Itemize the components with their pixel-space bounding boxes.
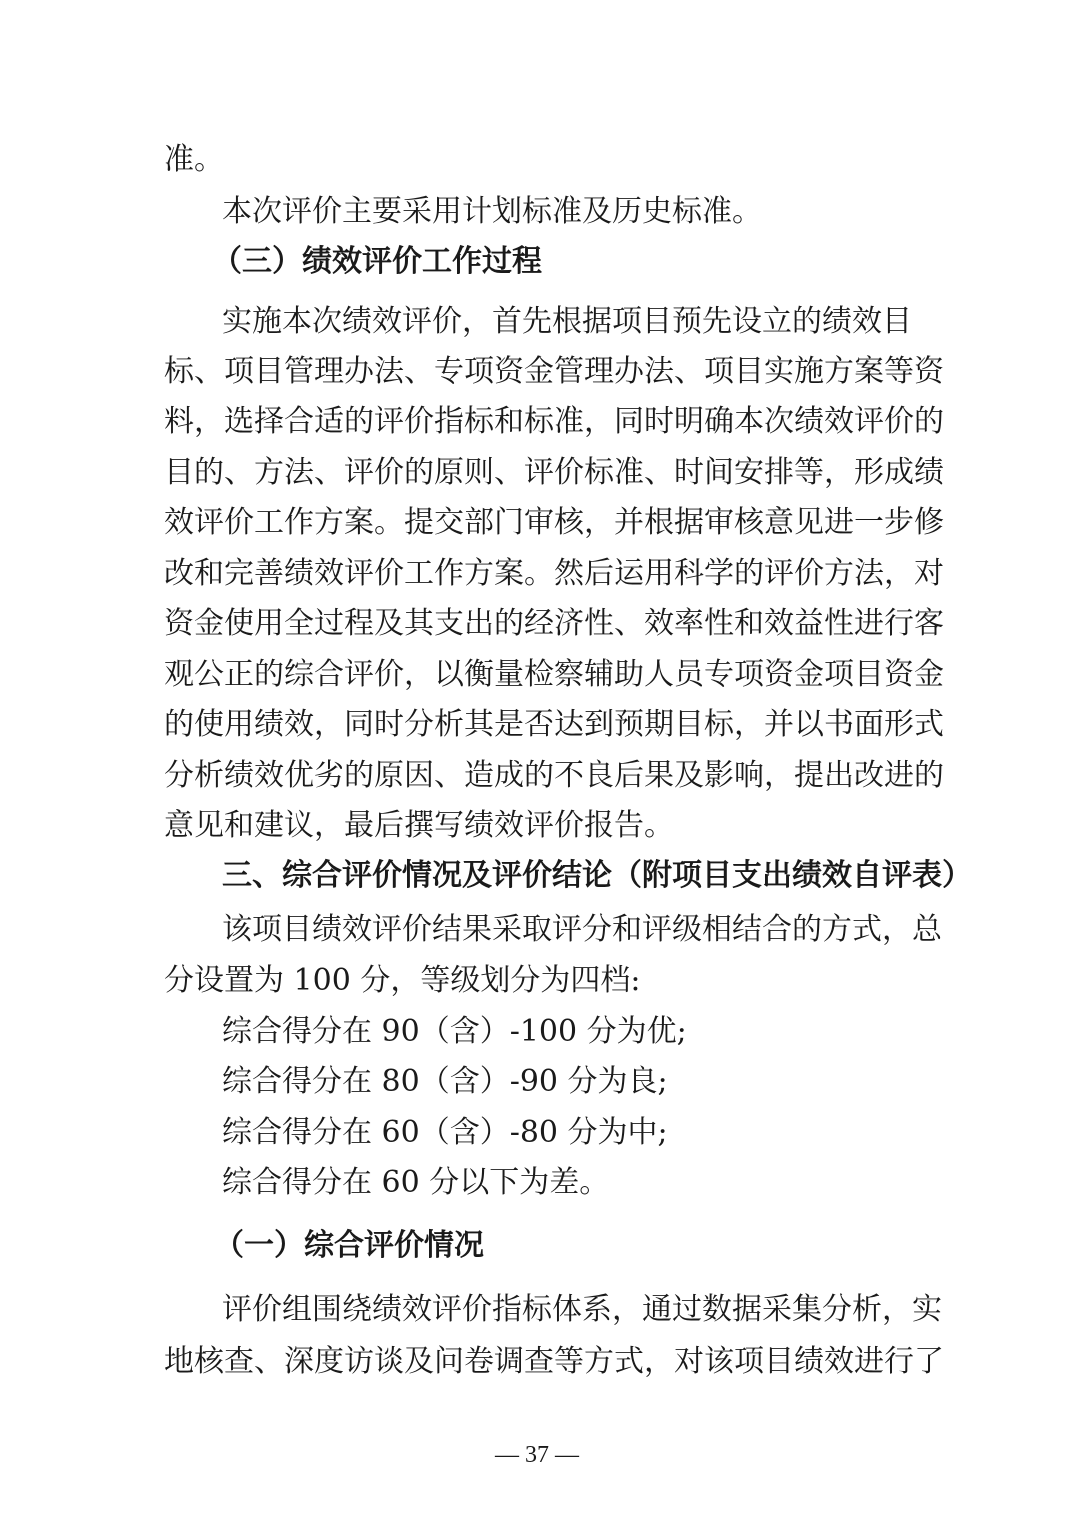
section-heading-conclusion: 三、综合评价情况及评价结论（附项目支出绩效自评表）	[222, 858, 972, 893]
paragraph-process-line: 效评价工作方案。提交部门审核，并根据审核意见进一步修	[164, 505, 944, 540]
paragraph-process-line: 料，选择合适的评价指标和标准，同时明确本次绩效评价的	[164, 404, 944, 439]
paragraph-overall-line: 评价组围绕绩效评价指标体系，通过数据采集分析，实	[222, 1292, 942, 1327]
grade-good: 综合得分在 80（含）-90 分为良;	[222, 1064, 668, 1099]
section-heading-overall: （一）综合评价情况	[214, 1228, 484, 1263]
grade-medium: 综合得分在 60（含）-80 分为中;	[222, 1115, 668, 1150]
paragraph-process-line: 改和完善绩效评价工作方案。然后运用科学的评价方法，对	[164, 556, 944, 591]
paragraph-process-line: 的使用绩效，同时分析其是否达到预期目标，并以书面形式	[164, 707, 944, 742]
paragraph-process-line: 分析绩效优劣的原因、造成的不良后果及影响，提出改进的	[164, 758, 944, 793]
paragraph-process-line: 观公正的综合评价，以衡量检察辅助人员专项资金项目资金	[164, 657, 944, 692]
paragraph-process-line: 标、项目管理办法、专项资金管理办法、项目实施方案等资	[164, 354, 944, 389]
text-line-standards: 本次评价主要采用计划标准及历史标准。	[222, 194, 762, 229]
grade-poor: 综合得分在 60 分以下为差。	[222, 1165, 610, 1200]
paragraph-process-line: 实施本次绩效评价，首先根据项目预先设立的绩效目	[222, 304, 912, 339]
page-number: — 37 —	[495, 1442, 579, 1468]
grade-excellent: 综合得分在 90（含）-100 分为优;	[222, 1014, 687, 1049]
paragraph-overall-line: 地核查、深度访谈及问卷调查等方式，对该项目绩效进行了	[164, 1344, 944, 1379]
paragraph-scoring-line: 分设置为 100 分，等级划分为四档:	[164, 963, 641, 998]
paragraph-process-line: 意见和建议，最后撰写绩效评价报告。	[164, 808, 674, 843]
paragraph-process-line: 目的、方法、评价的原则、评价标准、时间安排等，形成绩	[164, 455, 944, 490]
paragraph-process-line: 资金使用全过程及其支出的经济性、效率性和效益性进行客	[164, 606, 944, 641]
section-heading-process: （三）绩效评价工作过程	[212, 244, 542, 279]
text-line-continuation: 准。	[164, 142, 224, 177]
paragraph-scoring-line: 该项目绩效评价结果采取评分和评级相结合的方式，总	[222, 912, 942, 947]
